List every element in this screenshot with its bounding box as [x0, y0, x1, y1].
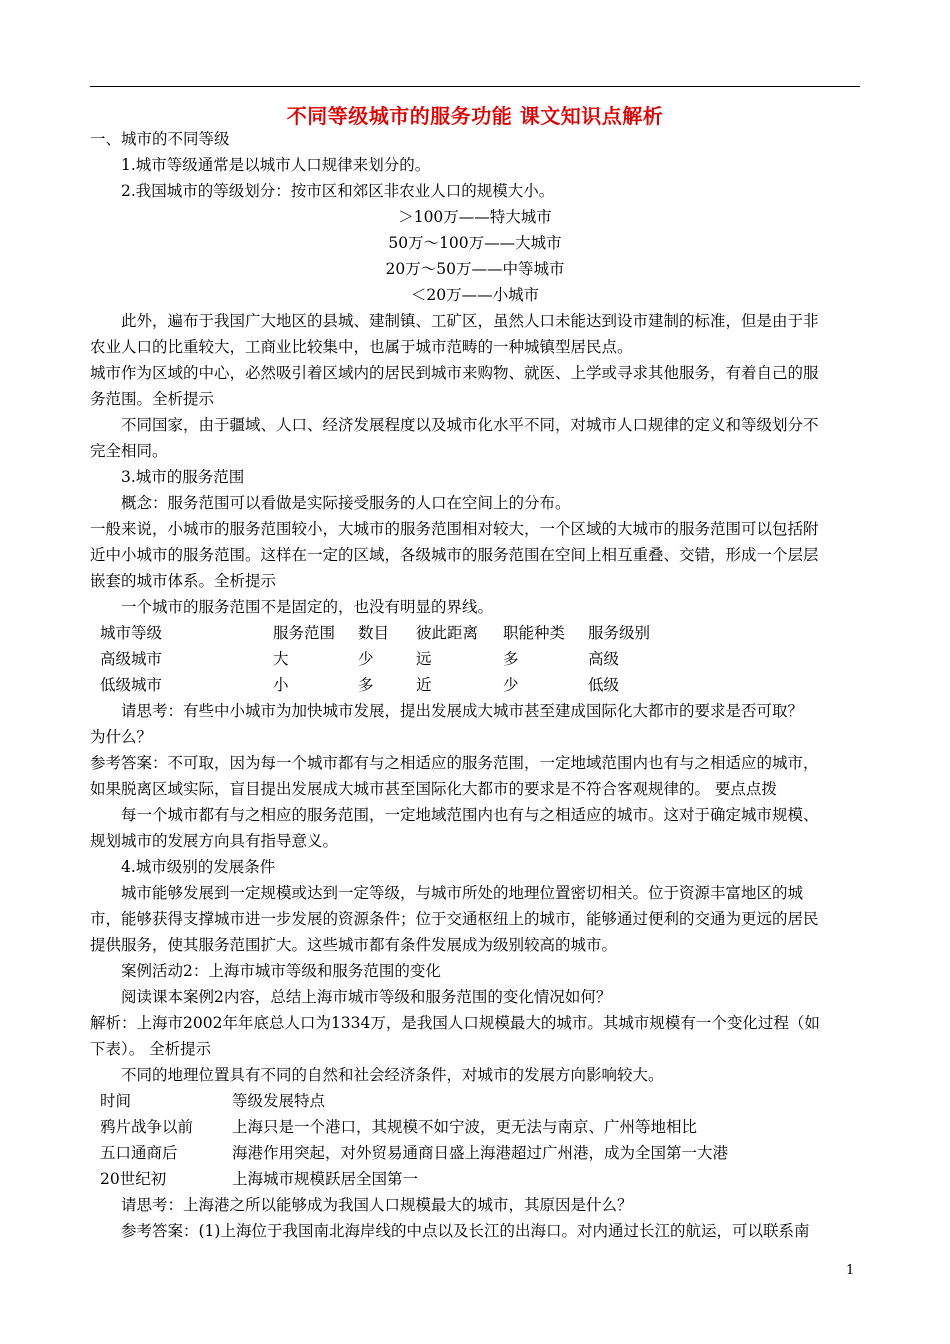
table-header-cell: 服务范围 — [273, 624, 336, 642]
subheading: 4.城市级别的发展条件 — [121, 858, 276, 876]
table-cell: 小 — [273, 676, 289, 694]
table-cell: 20世纪初 — [100, 1170, 167, 1188]
paragraph: 阅读课本案例2内容，总结上海市城市等级和服务范围的变化情况如何？ — [121, 988, 612, 1006]
table-cell: 五口通商后 — [100, 1144, 178, 1162]
grade-line: 20万～50万——中等城市 — [385, 260, 565, 278]
paragraph: 1.城市等级通常是以城市人口规律来划分的。 — [121, 156, 431, 174]
paragraph: 市，能够获得支撑城市进一步发展的资源条件；位于交通枢纽上的城市，能够通过便利的交通为更远的居民 — [90, 910, 819, 928]
page-number: 1 — [846, 1263, 855, 1278]
paragraph: 每一个城市都有与之相应的服务范围，一定地域范围内也有与之相适应的城市。这对于确定城市规模、 — [121, 806, 819, 824]
answer: 如果脱离区域实际，盲目提出发展成大城市甚至国际化大都市的要求是不符合客观规律的。 要点点拨 — [90, 780, 777, 798]
paragraph: 一般来说，小城市的服务范围较小，大城市的服务范围相对较大，一个区域的大城市的服务范围可以包括附 — [90, 520, 819, 538]
table-cell: 近 — [416, 676, 432, 694]
question: 请思考：有些中小城市为加快城市发展，提出发展成大城市甚至建成国际化大都市的要求是否可取？ — [121, 702, 804, 720]
paragraph: 不同的地理位置具有不同的自然和社会经济条件，对城市的发展方向影响较大。 — [121, 1066, 664, 1084]
section-heading: 一、城市的不同等级 — [90, 130, 230, 148]
table-cell: 上海只是一个港口，其规模不如宁波，更无法与南京、广州等地相比 — [232, 1118, 698, 1136]
paragraph: 城市作为区域的中心，必然吸引着区域内的居民到城市来购物、就医、上学或寻求其他服务，有着自己的服 — [90, 364, 819, 382]
paragraph: 下表）。 全析提示 — [90, 1040, 212, 1058]
table-cell: 高级 — [588, 650, 620, 668]
table-cell: 低级城市 — [100, 676, 163, 694]
paragraph: 不同国家，由于疆域、人口、经济发展程度以及城市化水平不同，对城市人口规律的定义和等级划分不 — [121, 416, 819, 434]
grade-line: 50万～100万——大城市 — [388, 234, 562, 252]
table-header-cell: 彼此距离 — [416, 624, 479, 642]
grade-line: ＞100万——特大城市 — [398, 208, 552, 226]
paragraph: 城市能够发展到一定规模或达到一定等级，与城市所处的地理位置密切相关。位于资源丰富地区的城 — [121, 884, 804, 902]
table-cell: 低级 — [588, 676, 620, 694]
page-title: 不同等级城市的服务功能 课文知识点解析 — [286, 104, 664, 128]
paragraph: 农业人口的比重较大，工商业比较集中，也属于城市范畴的一种城镇型居民点。 — [90, 338, 633, 356]
paragraph: 解析：上海市2002年年底总人口为1334万，是我国人口规模最大的城市。其城市规模有一个变化过程（如 — [90, 1014, 820, 1032]
grade-line: ＜20万——小城市 — [410, 286, 540, 304]
table-header-cell: 数目 — [358, 624, 390, 642]
table-cell: 少 — [358, 650, 374, 668]
table-cell: 上海城市规模跃居全国第一 — [232, 1170, 419, 1188]
table-cell: 高级城市 — [100, 650, 163, 668]
paragraph: 案例活动2：上海市城市等级和服务范围的变化 — [121, 962, 441, 980]
question: 为什么？ — [90, 728, 153, 746]
table-cell: 远 — [416, 650, 432, 668]
table-header-cell: 等级发展特点 — [232, 1092, 326, 1110]
table-header-cell: 服务级别 — [588, 624, 651, 642]
paragraph: 务范围。全析提示 — [90, 390, 215, 408]
header-rule — [90, 86, 860, 87]
table-cell: 多 — [358, 676, 374, 694]
paragraph: 规划城市的发展方向具有指导意义。 — [90, 832, 339, 850]
answer: 参考答案：不可取，因为每一个城市都有与之相适应的服务范围，一定地域范围内也有与之相适应的城市， — [90, 754, 819, 772]
table-header-cell: 时间 — [100, 1092, 132, 1110]
paragraph: 近中小城市的服务范围。这样在一定的区域，各级城市的服务范围在空间上相互重叠、交错，形成一个层层 — [90, 546, 819, 564]
table-cell: 海港作用突起，对外贸易通商日盛上海港超过广州港，成为全国第一大港 — [232, 1144, 729, 1162]
paragraph: 此外，遍布于我国广大地区的县城、建制镇、工矿区，虽然人口未能达到设市建制的标准，但是由于非 — [121, 312, 819, 330]
table-header-cell: 职能种类 — [503, 624, 566, 642]
paragraph: 一个城市的服务范围不是固定的，也没有明显的界线。 — [121, 598, 494, 616]
table-cell: 大 — [273, 650, 289, 668]
answer: 参考答案：(1)上海位于我国南北海岸线的中点以及长江的出海口。对内通过长江的航运，可以联系南 — [121, 1222, 810, 1240]
question: 请思考：上海港之所以能够成为我国人口规模最大的城市，其原因是什么？ — [121, 1196, 633, 1214]
table-cell: 少 — [503, 676, 519, 694]
table-cell: 多 — [503, 650, 519, 668]
table-cell: 鸦片战争以前 — [100, 1118, 194, 1136]
paragraph: 2.我国城市的等级划分：按市区和郊区非农业人口的规模大小。 — [121, 182, 555, 200]
subheading: 3.城市的服务范围 — [121, 468, 245, 486]
paragraph: 概念：服务范围可以看做是实际接受服务的人口在空间上的分布。 — [121, 494, 571, 512]
paragraph: 完全相同。 — [90, 442, 168, 460]
paragraph: 提供服务，使其服务范围扩大。这些城市都有条件发展成为级别较高的城市。 — [90, 936, 618, 954]
paragraph: 嵌套的城市体系。全析提示 — [90, 572, 277, 590]
table-header-cell: 城市等级 — [100, 624, 163, 642]
